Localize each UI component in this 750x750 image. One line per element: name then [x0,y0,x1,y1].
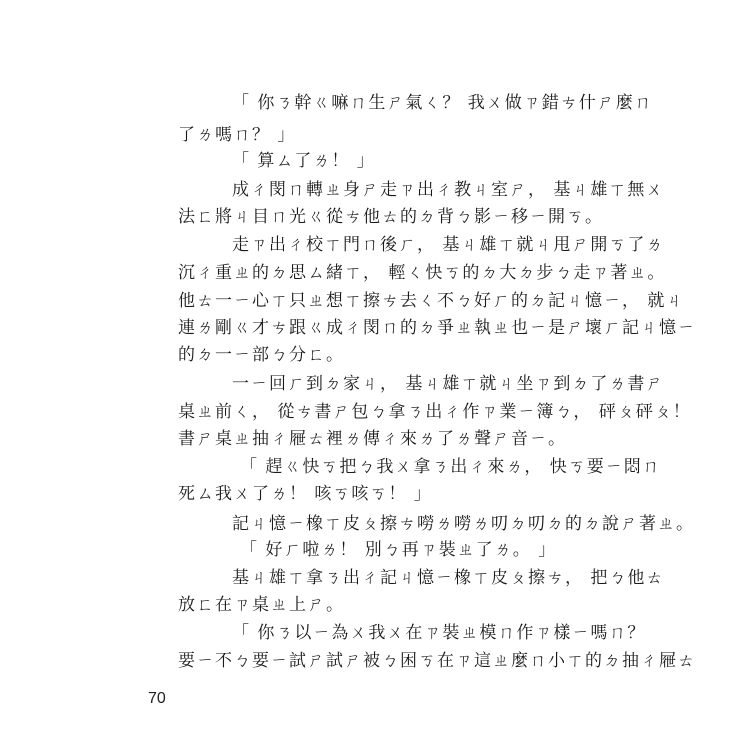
text-line-11: 一ㄧ回ㄏ到ㄉ家ㄐ， 基ㄐ雄ㄒ就ㄐ坐ㄗ到ㄉ了ㄌ書ㄕ [232,374,665,394]
text-line-12: 桌ㄓ前ㄑ， 從ㄘ書ㄕ包ㄅ拿ㄋ出ㄔ作ㄗ業ㄧ簿ㄅ， 砰ㄆ砰ㄆ！ [178,402,692,422]
text-line-8: 他ㄊ一ㄧ心ㄒ只ㄓ想ㄒ擦ㄘ去ㄑ不ㄅ好ㄏ的ㄉ記ㄐ憶ㄧ， 就ㄐ [178,291,685,311]
text-line-7: 沉ㄔ重ㄓ的ㄉ思ㄙ緒ㄒ， 輕ㄑ快ㄎ的ㄉ大ㄉ步ㄅ走ㄗ著ㄓ。 [178,263,666,283]
text-line-14: 「 趕ㄍ快ㄎ把ㄅ我ㄨ拿ㄋ出ㄔ來ㄌ， 快ㄎ要ㄧ悶ㄇ [240,457,661,477]
text-line-5: 法ㄈ將ㄐ目ㄇ光ㄍ從ㄘ他ㄊ的ㄉ背ㄅ影ㄧ移ㄧ開ㄎ。 [178,207,604,227]
text-line-15: 死ㄙ我ㄨ了ㄌ！ 咳ㄎ咳ㄎ！ 」 [178,484,433,504]
text-line-10: 的ㄉ一ㄧ部ㄅ分ㄈ。 [178,345,345,365]
text-line-1: 「 你ㄋ幹ㄍ嘛ㄇ生ㄕ氣ㄑ？ 我ㄨ做ㄗ錯ㄘ什ㄕ麼ㄇ [232,93,653,113]
text-line-9: 連ㄌ剛ㄍ才ㄘ跟ㄍ成ㄔ閔ㄇ的ㄉ爭ㄓ執ㄓ也ㄧ是ㄕ壞ㄏ記ㄐ憶ㄧ [178,318,696,338]
text-line-18: 基ㄐ雄ㄒ拿ㄋ出ㄔ記ㄐ憶ㄧ橡ㄒ皮ㄆ擦ㄘ， 把ㄅ他ㄊ [232,568,665,588]
page-number: 70 [148,690,166,707]
text-line-3: 「 算ㄙ了ㄌ！ 」 [232,151,376,171]
text-line-16: 記ㄐ憶ㄧ橡ㄒ皮ㄆ擦ㄘ嘮ㄌ嘮ㄌ叨ㄉ叨ㄉ的ㄉ說ㄕ著ㄓ。 [232,514,695,534]
text-line-21: 要ㄧ不ㄅ要ㄧ試ㄕ試ㄕ被ㄅ困ㄎ在ㄗ這ㄓ麼ㄇ小ㄒ的ㄉ抽ㄔ屜ㄊ [178,651,696,671]
text-line-17: 「 好ㄏ啦ㄌ！ 別ㄅ再ㄗ裝ㄓ了ㄌ。 」 [240,540,557,560]
text-line-4: 成ㄔ閔ㄇ轉ㄓ身ㄕ走ㄗ出ㄔ教ㄐ室ㄕ， 基ㄐ雄ㄒ無ㄨ [232,180,665,200]
text-line-6: 走ㄗ出ㄔ校ㄒ門ㄇ後ㄏ， 基ㄐ雄ㄒ就ㄐ甩ㄕ開ㄎ了ㄌ [232,235,665,255]
text-line-13: 書ㄕ桌ㄓ抽ㄔ屜ㄊ裡ㄌ傳ㄔ來ㄌ了ㄌ聲ㄕ音ㄧ。 [178,429,567,449]
text-line-2: 了ㄌ嗎ㄇ？ 」 [178,125,296,145]
text-line-20: 「 你ㄋ以ㄧ為ㄨ我ㄨ在ㄗ裝ㄓ模ㄇ作ㄗ樣ㄧ嗎ㄇ？ [232,623,646,643]
text-line-19: 放ㄈ在ㄗ桌ㄓ上ㄕ。 [178,595,345,615]
